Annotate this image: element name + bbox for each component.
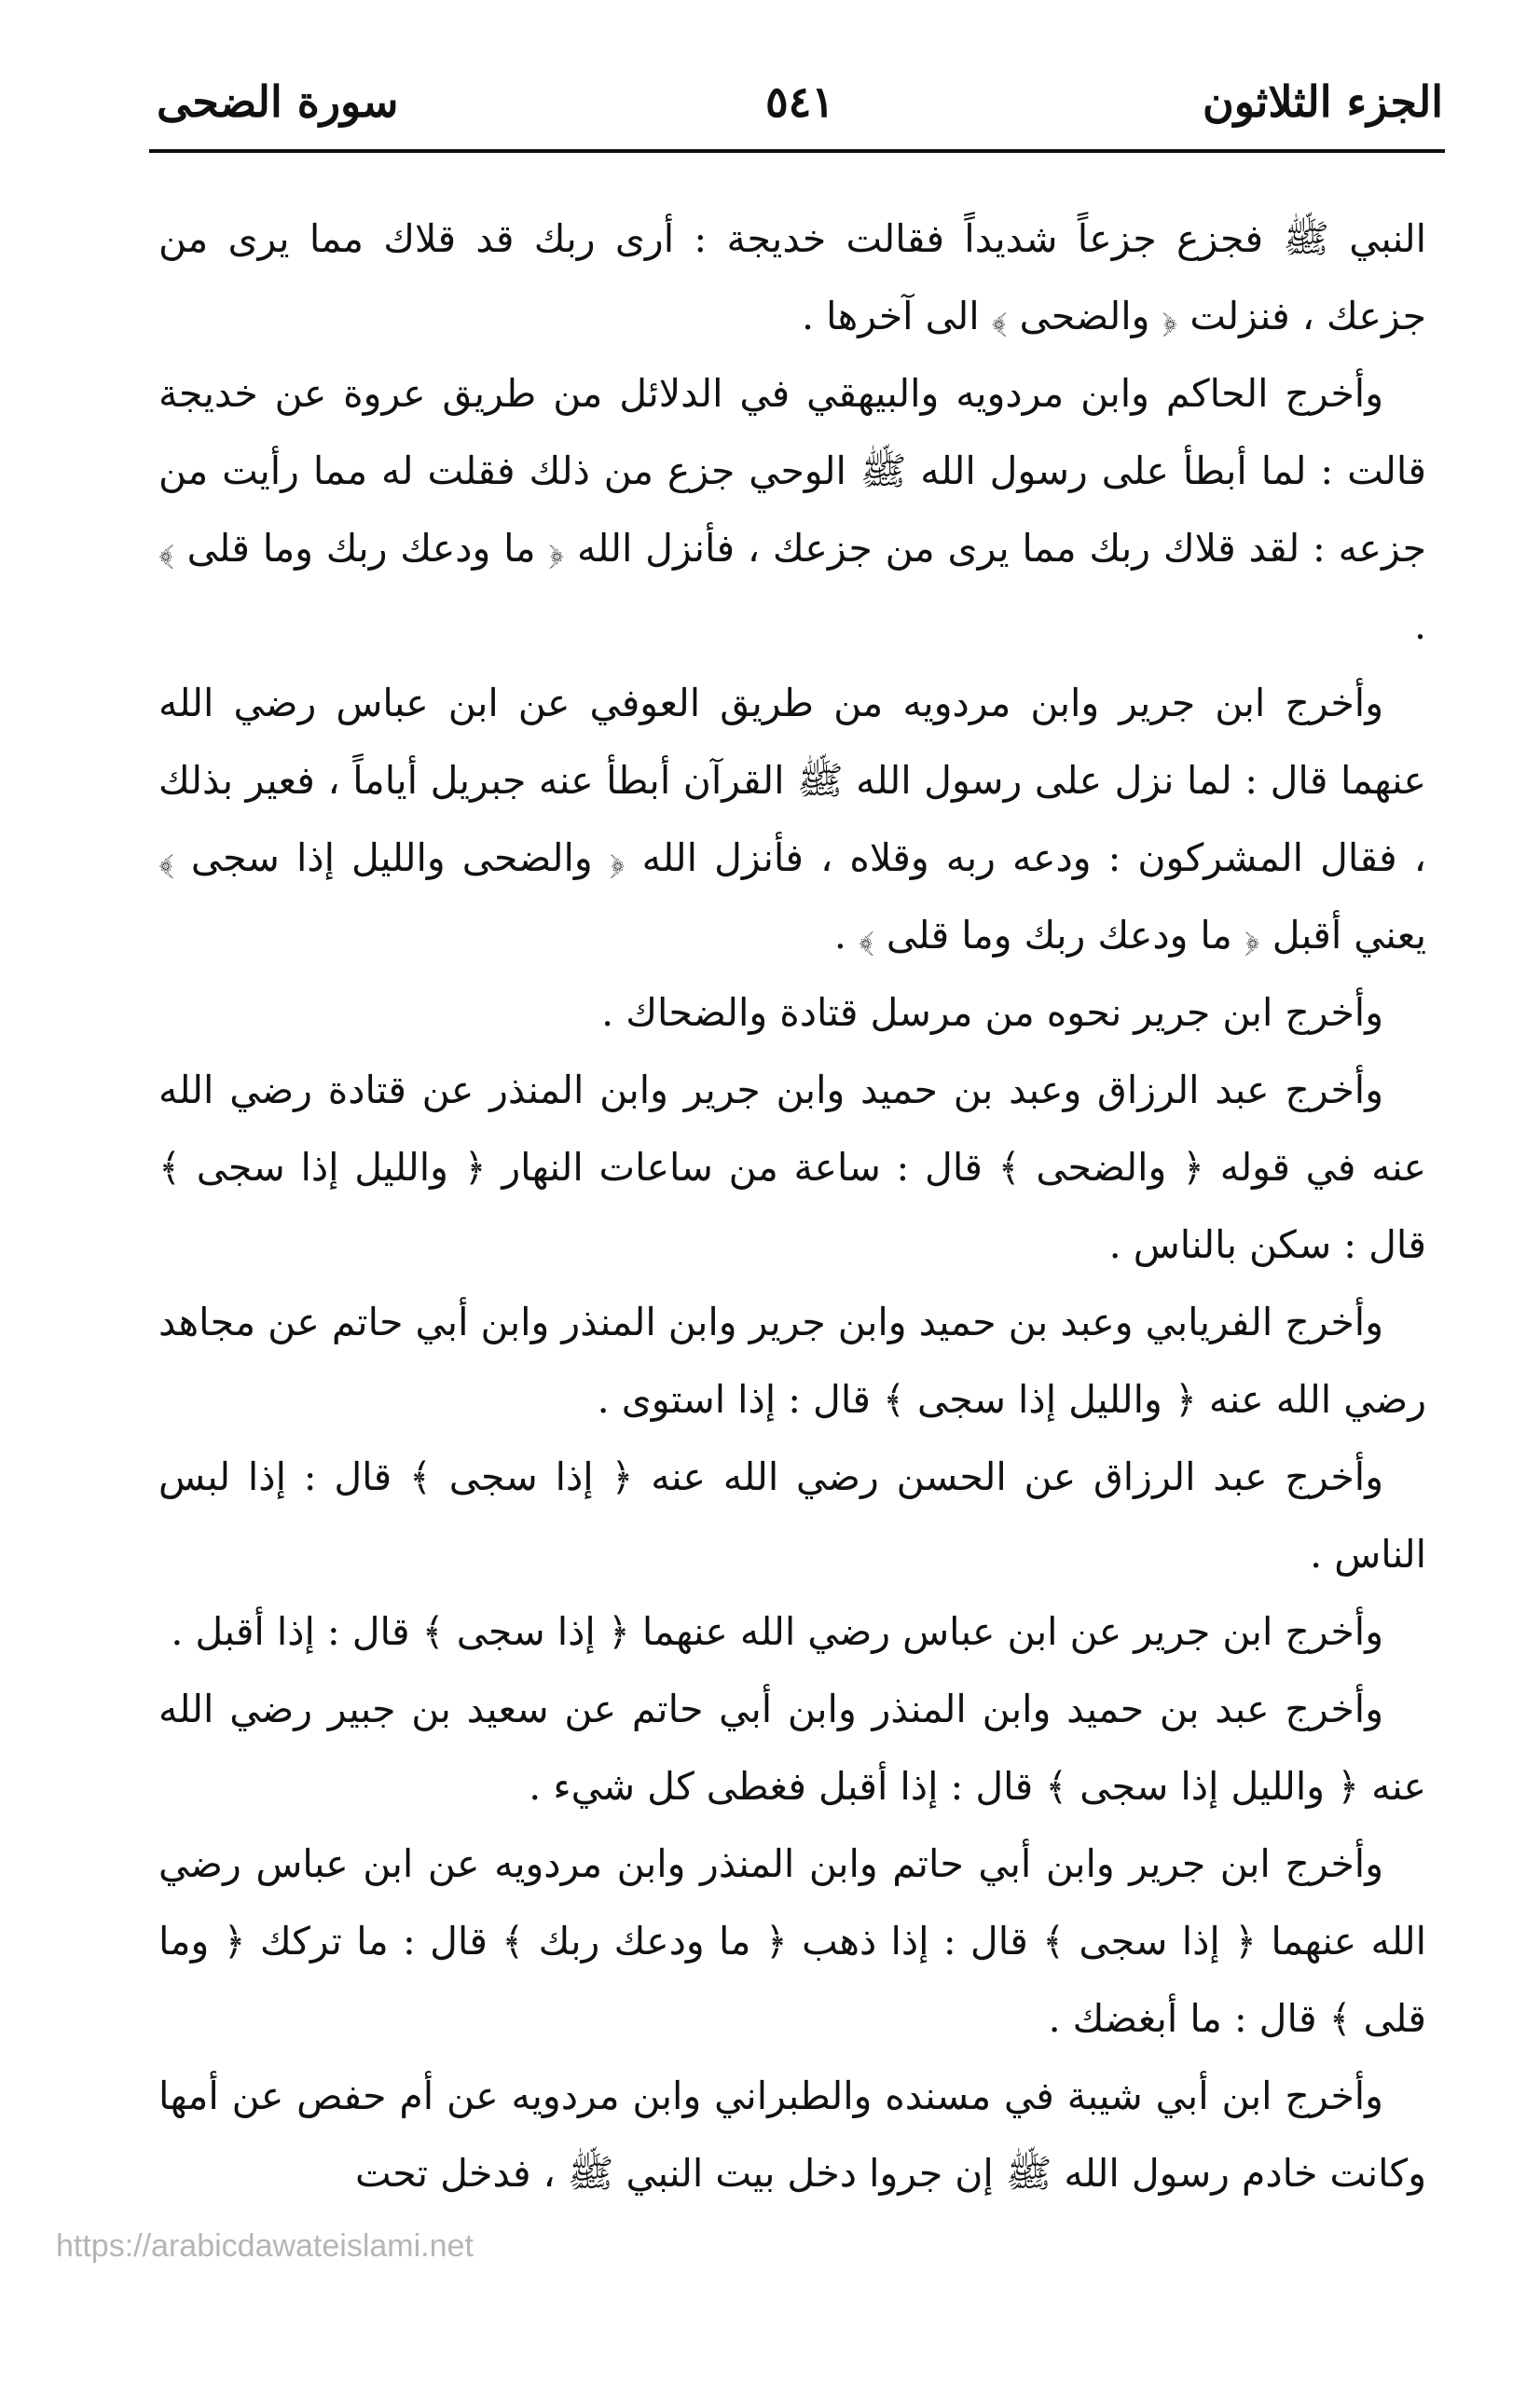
paragraph-11: وأخرج ابن أبي شيبة في مسنده والطبراني وابن مردويه عن أم حفص عن أمها وكانت خادم رسول الله ﷺ إن جروا دخل بيت النبي ﷺ ، فدخل تحت: [158, 2074, 1426, 2196]
paragraph-7: وأخرج عبد الرزاق عن الحسن رضي الله عنه ﴿ إذا سجى ﴾ قال : إذا لبس الناس .: [158, 1454, 1426, 1577]
paragraph-8: وأخرج ابن جرير عن ابن عباس رضي الله عنهما ﴿ إذا سجى ﴾ قال : إذا أقبل .: [171, 1609, 1383, 1654]
paragraph-10: وأخرج ابن جرير وابن أبي حاتم وابن المنذر وابن مردويه عن ابن عباس رضي الله عنهما ﴿ إذا سجى ﴾ قال : إذا ذهب ﴿ ما ودعك ربك ﴾ قال : ما تركك ﴿ وما قلى ﴾ قال : ما أبغضك .: [158, 1841, 1426, 2041]
paragraph-9: وأخرج عبد بن حميد وابن المنذر وابن أبي حاتم عن سعيد بن جبير رضي الله عنه ﴿ والليل إذا سجى ﴾ قال : إذا أقبل فغطى كل شيء .: [158, 1687, 1426, 1809]
paragraph-5: وأخرج عبد الرزاق وعبد بن حميد وابن جرير وابن المنذر عن قتادة رضي الله عنه في قوله ﴿ والضحى ﴾ قال : ساعة من ساعات النهار ﴿ والليل إذا سجى ﴾ قال : سكن بالناس .: [158, 1068, 1426, 1267]
paragraph-6: وأخرج الفريابي وعبد بن حميد وابن جرير وابن المنذر وابن أبي حاتم عن مجاهد رضي الله عنه ﴿ والليل إذا سجى ﴾ قال : إذا استوى .: [158, 1300, 1426, 1422]
paragraph-1: النبي ﷺ فجزع جزعاً شديداً فقالت خديجة : أرى ربك قد قلاك مما يرى من جزعك ، فنزلت ﴿ والضحى ﴾ الى آخرها .: [158, 216, 1426, 338]
paragraph-4: وأخرج ابن جرير نحوه من مرسل قتادة والضحاك .: [601, 990, 1383, 1035]
page-number: ٥٤١: [764, 76, 835, 127]
page-body: [158, 200, 1426, 2212]
paragraph-3: وأخرج ابن جرير وابن مردويه من طريق العوفي عن ابن عباس رضي الله عنهما قال : لما نزل على رسول الله ﷺ القرآن أبطأ عنه جبريل أياماً ، فعير بذلك ، فقال المشركون : ودعه ربه وقلاه ، فأنزل الله ﴿ والضحى والليل إذا سجى ﴾ يعني أقبل ﴿ ما ودعك ربك وما قلى ﴾ .: [158, 681, 1426, 958]
paragraph-2: وأخرج الحاكم وابن مردويه والبيهقي في الدلائل من طريق عروة عن خديجة قالت : لما أبطأ على رسول الله ﷺ الوحي جزع من ذلك فقلت له مما رأيت من جزعه : لقد قلاك ربك مما يرى من جزعك ، فأنزل الله ﴿ ما ودعك ربك وما قلى ﴾ .: [158, 371, 1426, 648]
page-header: [157, 58, 1443, 160]
watermark-url: https://arabicdawateislami.net: [56, 2228, 474, 2264]
header-divider: [149, 149, 1445, 153]
surah-title: سورة الضحى: [157, 76, 399, 127]
juz-title: الجزء الثلاثون: [1203, 76, 1443, 127]
